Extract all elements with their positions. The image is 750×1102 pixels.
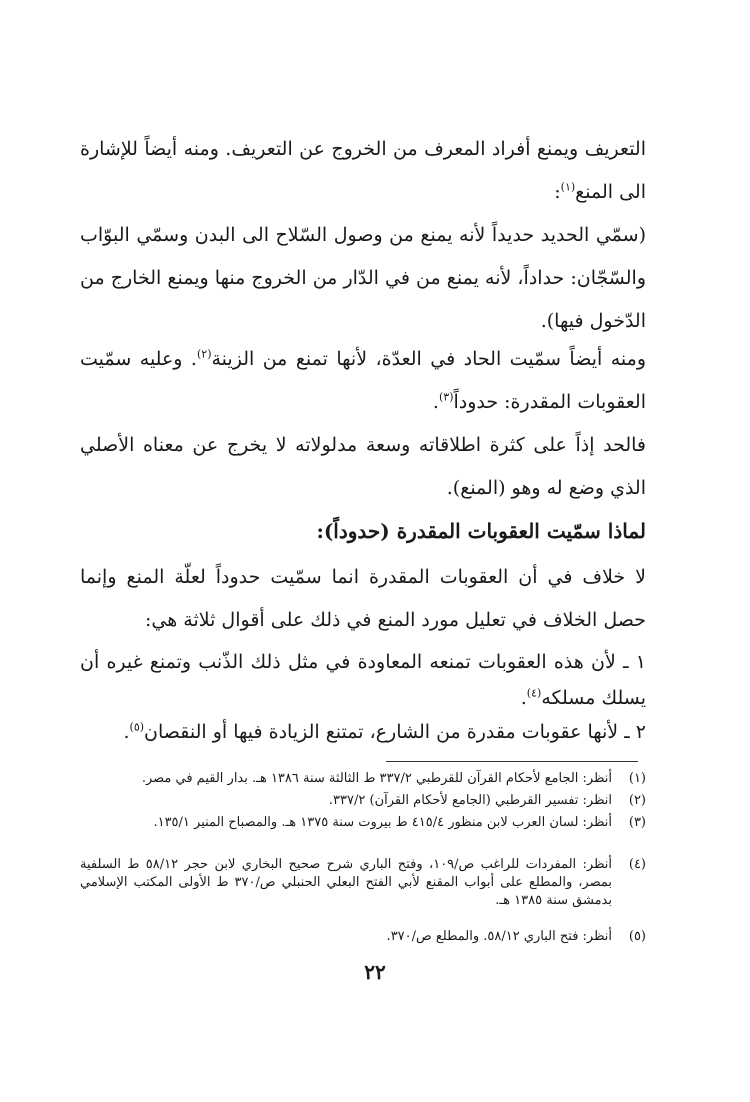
list-item-text: ٢ ـ لأنها عقوبات مقدرة من الشارع، تمتنع الزيادة فيها أو النقصان — [144, 721, 646, 743]
footnote-number: (٢) — [628, 793, 646, 808]
footnote-ref-4: (٤) — [526, 686, 542, 700]
footnote-ref-3: (٣) — [438, 390, 454, 404]
list-item-1 — [80, 644, 646, 716]
footnote-text: أنظر: المفردات للراغب ص/١٠٩، وفتح الباري شرح صحيح البخاري لابن حجر ٥٨/١٢ ط السلفية بمصر، والمطلع على أبواب المقنع لأبي الفتح البعلي الحنبلي ص/٣٧٠ ط الأولى المكتب الإسلامي بدمشق سنة ١٣٨٥ هـ. — [80, 857, 612, 908]
page-number: ٢٢ — [364, 960, 386, 984]
paragraph-conclusion: فالحد إذاً على كثرة اطلاقاته وسعة مدلولاته لا يخرج عن معناه الأصلي الذي وضع له وهو (المنع). — [80, 434, 646, 499]
list-item-tail: . — [123, 721, 130, 743]
paragraph-text: ومنه أيضاً سمّيت الحاد في العدّة، لأنها تمنع من الزينة — [211, 348, 646, 370]
footnote-ref-1: (١) — [560, 180, 576, 194]
footnote-ref-2: (٢) — [196, 347, 212, 361]
footnote-4 — [80, 856, 646, 910]
footnote-number: (٤) — [628, 857, 646, 872]
footnote-1 — [80, 770, 646, 788]
footnote-number: (٥) — [628, 929, 646, 944]
paragraph-definition — [80, 128, 646, 214]
footnote-text: أنظر: لسان العرب لابن منظور ٤١٥/٤ ط بيروت سنة ١٣٧٥ هـ. والمصباح المنير ١٣٥/١. — [153, 815, 612, 830]
paragraph-mourning — [80, 338, 646, 424]
paragraph-iron-quote: (سمّي الحديد حديداً لأنه يمنع من وصول السّلاح الى البدن وسمّي البوّاب والسّجّان: حداداً، لأنه يمنع من في الدّار من الخروج منها ويمنع الخارج من الدّخول فيها). — [80, 224, 646, 332]
footnote-number: (٣) — [628, 815, 646, 830]
list-item-2 — [80, 714, 646, 750]
paragraph-text: . وعليه سمّيت العقوبات المقدرة: حدوداً — [80, 348, 646, 413]
footnote-text: أنظر: فتح الباري ٥٨/١٢. والمطلع ص/٣٧٠. — [386, 929, 612, 944]
footnote-5 — [80, 928, 646, 946]
section-heading: لماذا سمّيت العقوبات المقدرة (حدوداً): — [316, 519, 646, 543]
paragraph-text-tail: . — [432, 391, 439, 413]
footnote-divider — [386, 761, 638, 762]
footnote-number: (١) — [628, 771, 646, 786]
paragraph-no-dispute: لا خلاف في أن العقوبات المقدرة انما سمّيت حدوداً لعلّة المنع وإنما حصل الخلاف في تعليل مورد المنع في ذلك على أقوال ثلاثة هي: — [80, 566, 646, 631]
list-item-tail: . — [520, 687, 527, 709]
footnote-ref-5: (٥) — [129, 720, 145, 734]
paragraph-text: التعريف ويمنع أفراد المعرف من الخروج عن التعريف. ومنه أيضاً للإشارة الى المنع — [80, 138, 646, 203]
footnote-text: أنظر: الجامع لأحكام القرآن للقرطبي ٣٣٧/٢ ط الثالثة سنة ١٣٨٦ هـ. بدار القيم في مصر. — [141, 771, 612, 786]
list-item-text: ١ ـ لأن هذه العقوبات تمنعه المعاودة في مثل ذلك الذّنب وتمنع غيره أن يسلك مسلكه — [80, 651, 646, 709]
footnote-text: انظر: تفسير القرطبي (الجامع لأحكام القرآن) ٣٣٧/٢. — [328, 793, 612, 808]
footnote-3 — [80, 814, 646, 832]
paragraph-text-tail: : — [554, 181, 561, 203]
footnote-2 — [80, 792, 646, 810]
